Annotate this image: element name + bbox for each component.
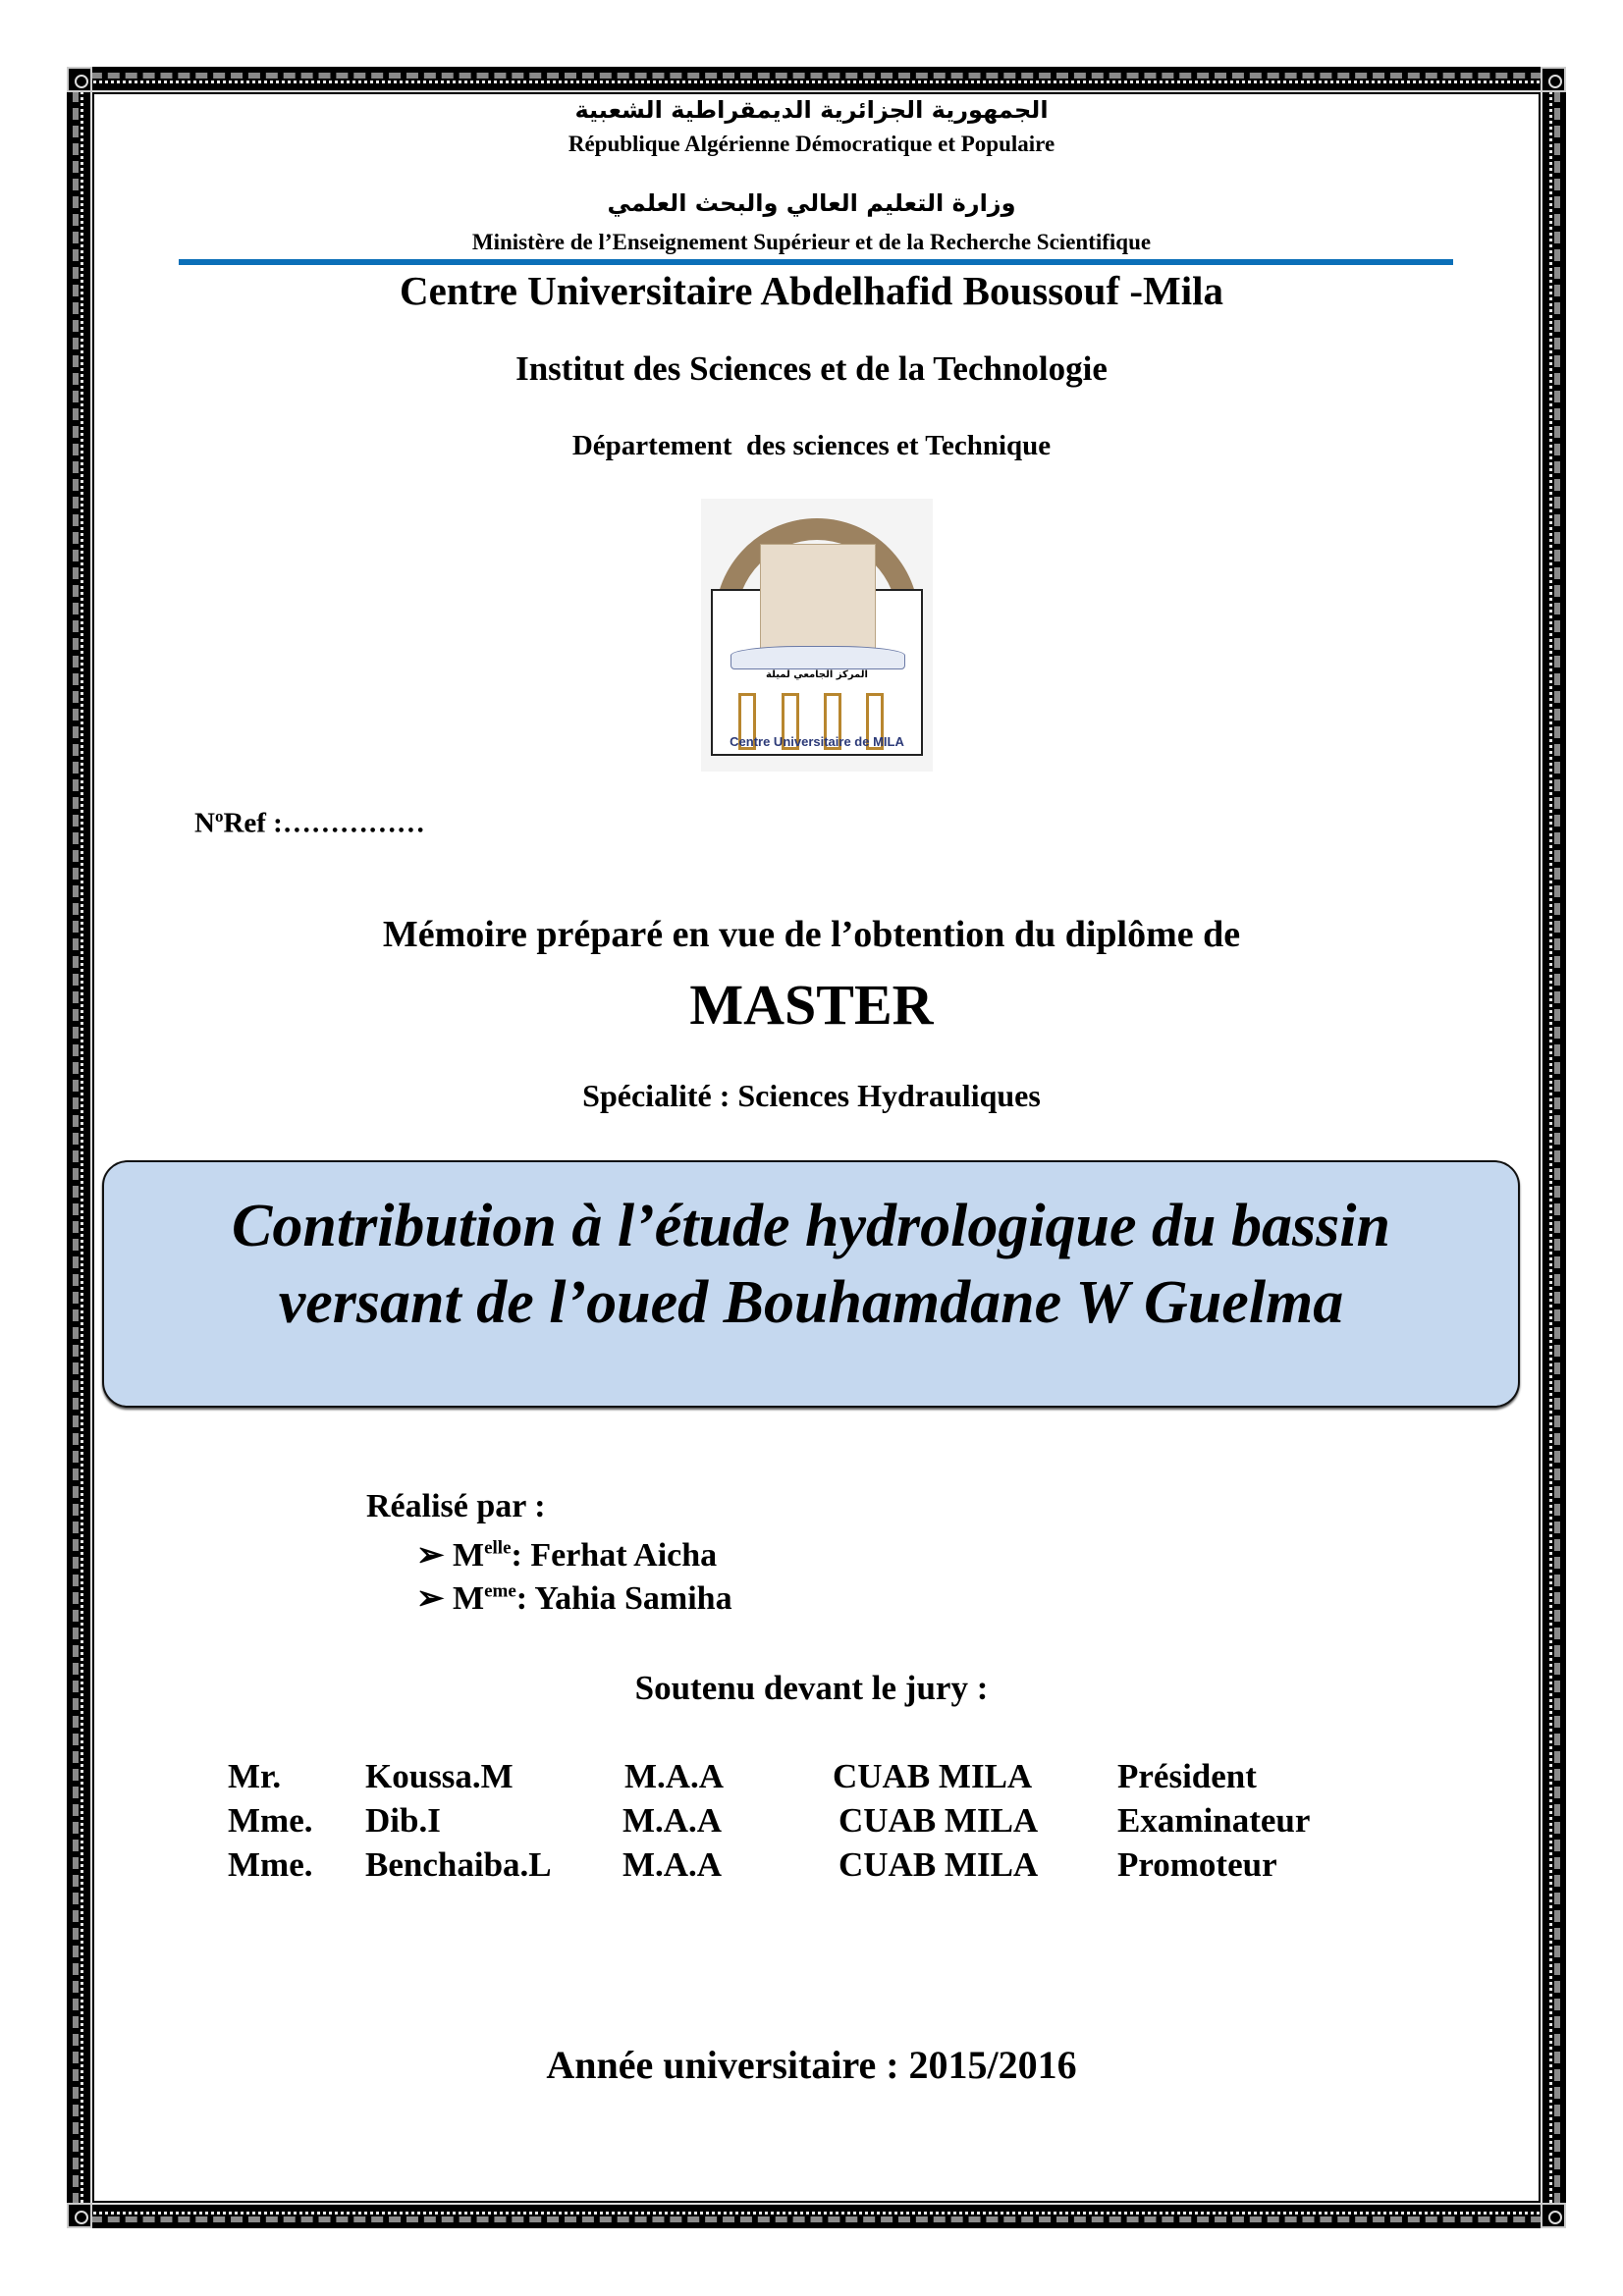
jury-grade: M.A.A	[624, 1757, 725, 1795]
department-name: Département des sciences et Technique	[571, 430, 1052, 461]
logo-arabic-label: المركز الجامعي لميلة	[766, 669, 868, 680]
jury-name: Koussa.M	[365, 1757, 514, 1795]
jury-institution: CUAB MILA	[839, 1845, 1039, 1884]
arabic-ministry-heading: وزارة التعليم العالي والبحث العلمي	[607, 189, 1016, 217]
corner-ornament-icon	[67, 67, 92, 92]
jury-civility: Mr.	[228, 1757, 282, 1795]
reference-number	[194, 807, 425, 840]
jury-grade: M.A.A	[622, 1801, 723, 1840]
ministry-heading: Ministère de l’Enseignement Supérieur et de la Recherche Scientifique	[471, 230, 1152, 254]
author-item	[416, 1535, 717, 1575]
corner-ornament-icon	[67, 2203, 92, 2228]
logo-label: Centre Universitaire de MILA	[730, 734, 904, 749]
header-divider	[179, 259, 1453, 265]
author-item	[416, 1578, 732, 1618]
speciality: Spécialité : Sciences Hydrauliques	[582, 1078, 1041, 1113]
academic-year: Année universitaire : 2015/2016	[546, 2043, 1077, 2087]
institute-name: Institut des Sciences et de la Technologie	[515, 349, 1108, 388]
jury-heading: Soutenu devant le jury :	[634, 1669, 989, 1707]
logo-building-icon	[760, 544, 876, 652]
author-title: M	[453, 1537, 485, 1574]
jury-institution: CUAB MILA	[833, 1757, 1033, 1795]
ref-prefix: N	[194, 807, 215, 839]
thesis-title-box	[102, 1160, 1520, 1408]
degree-intro: Mémoire préparé en vue de l’obtention du diplôme de	[382, 914, 1241, 955]
jury-role: Président	[1117, 1757, 1257, 1795]
author-title: M	[453, 1580, 485, 1617]
university-logo	[701, 499, 933, 772]
author-name: : Ferhat Aicha	[511, 1537, 718, 1574]
jury-civility: Mme.	[228, 1801, 313, 1840]
author-title-sup: eme	[484, 1580, 516, 1602]
ref-sup: o	[214, 807, 224, 826]
thesis-title-line-2: versant de l’oued Bouhamdane W Guelma	[278, 1269, 1344, 1336]
bullet-arrow-icon: ➢	[416, 1537, 445, 1574]
author-name: : Yahia Samiha	[515, 1580, 732, 1617]
arabic-republic-heading: الجمهورية الجزائرية الديمقراطية الشعبية	[574, 96, 1049, 124]
degree-name: MASTER	[689, 973, 934, 1037]
jury-name: Benchaiba.L	[365, 1845, 552, 1884]
jury-civility: Mme.	[228, 1845, 313, 1884]
jury-grade: M.A.A	[622, 1845, 723, 1884]
bullet-arrow-icon: ➢	[416, 1580, 445, 1617]
jury-name: Dib.I	[365, 1801, 441, 1840]
jury-institution: CUAB MILA	[839, 1801, 1039, 1840]
authors-heading: Réalisé par :	[366, 1488, 546, 1524]
author-title-sup: elle	[484, 1537, 512, 1559]
logo-book-icon	[730, 646, 905, 669]
jury-role: Examinateur	[1117, 1801, 1311, 1840]
thesis-title-line-1: Contribution à l’étude hydrologique du bassin	[232, 1193, 1390, 1259]
corner-ornament-icon	[1541, 2203, 1566, 2228]
centre-name: Centre Universitaire Abdelhafid Boussouf -Mila	[400, 268, 1223, 313]
corner-ornament-icon	[1541, 67, 1566, 92]
jury-role: Promoteur	[1117, 1845, 1277, 1884]
republic-heading: République Algérienne Démocratique et Populaire	[568, 132, 1055, 156]
ref-label: Ref :……………	[223, 807, 425, 839]
border-inner-line	[90, 90, 1542, 2205]
